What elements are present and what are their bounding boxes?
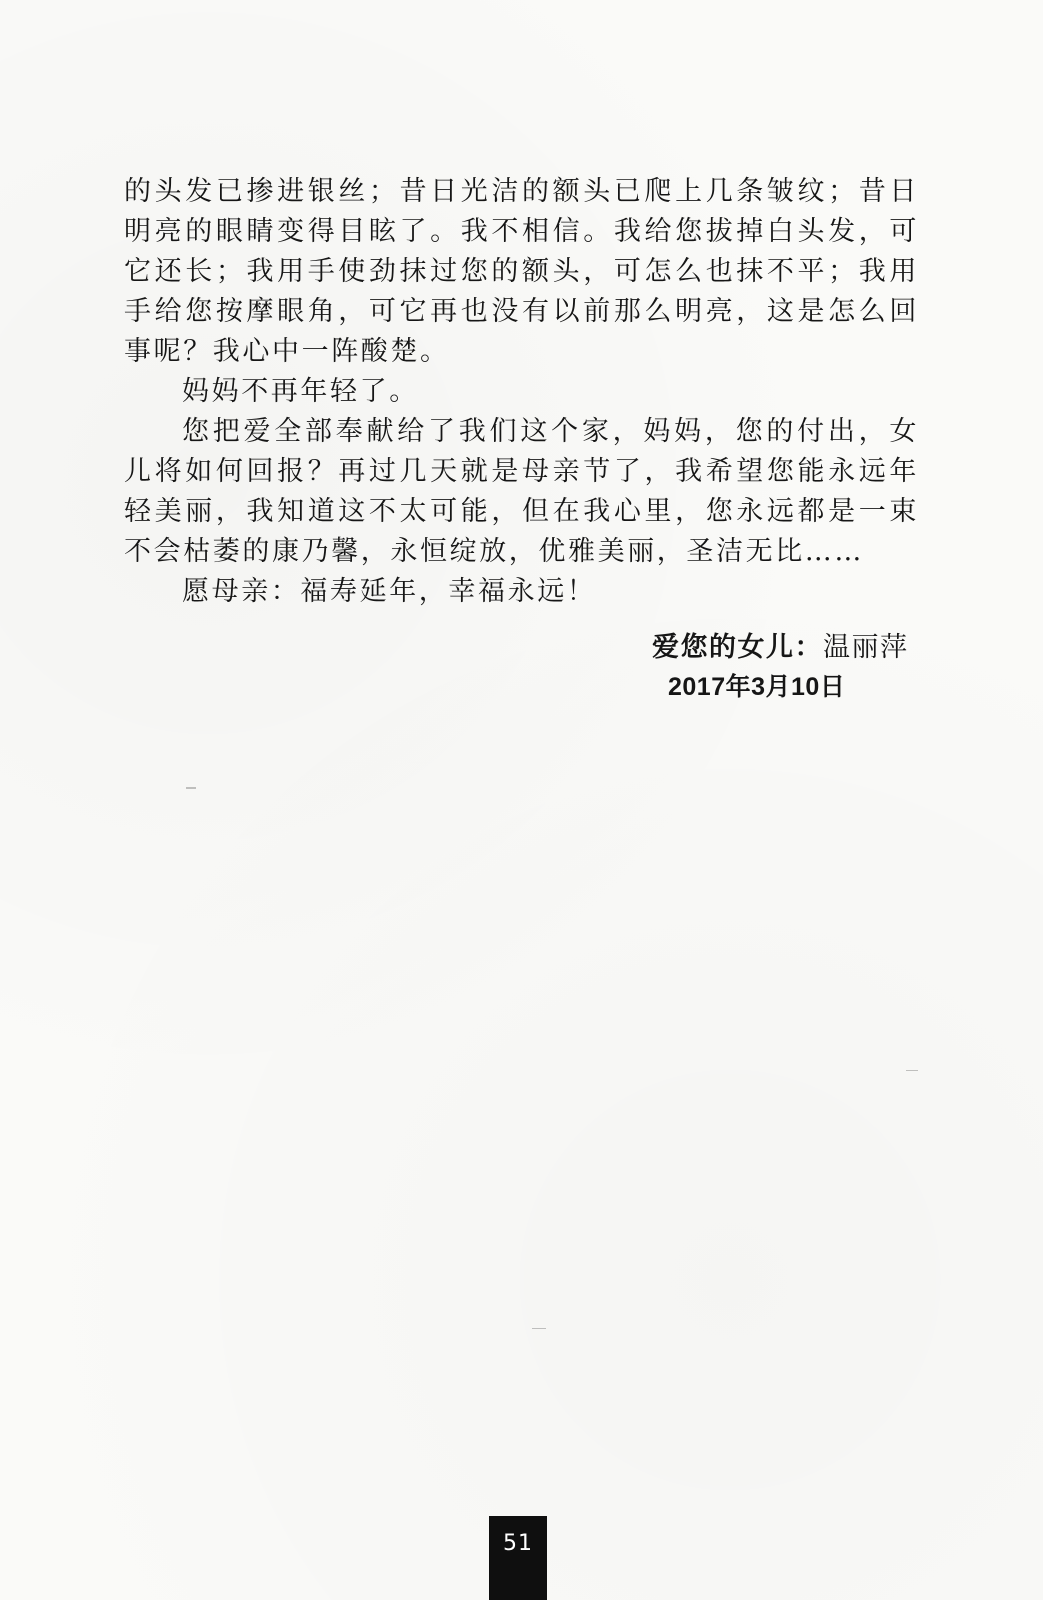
signature (652, 628, 952, 668)
signature-label: 爱您的女儿： (652, 632, 823, 663)
scan-speck (906, 1070, 918, 1071)
paragraph-dedication: 您把爱全部奉献给了我们这个家，妈妈，您的付出，女儿将如何回报？再过几天就是母亲节了，我希望您能永远年轻美丽，我知道这不太可能，但在我心里，您永远都是一束不会枯萎的康乃馨，永恒绽放，优雅美丽，圣洁无比…… (124, 416, 919, 567)
signature-name: 温丽萍 (823, 632, 909, 663)
letter-body (124, 172, 919, 612)
paragraph-continuation: 的头发已掺进银丝；昔日光洁的额头已爬上几条皱纹；昔日明亮的眼睛变得目眩了。我不相信。我给您拔掉白头发，可它还长；我用手使劲抹过您的额头，可怎么也抹不平；我用手给您按摩眼角，可它再也没有以前那么明亮，这是怎么回事呢？我心中一阵酸楚。 (124, 176, 919, 367)
paragraph-mother-not-young: 妈妈不再年轻了。 (182, 376, 419, 407)
scan-speck (532, 1328, 546, 1329)
letter-date: 2017年3月10日 (668, 673, 846, 701)
scan-speck (186, 787, 196, 789)
paragraph-blessing: 愿母亲：福寿延年，幸福永远！ (182, 576, 597, 607)
page-number: 51 (489, 1516, 547, 1600)
